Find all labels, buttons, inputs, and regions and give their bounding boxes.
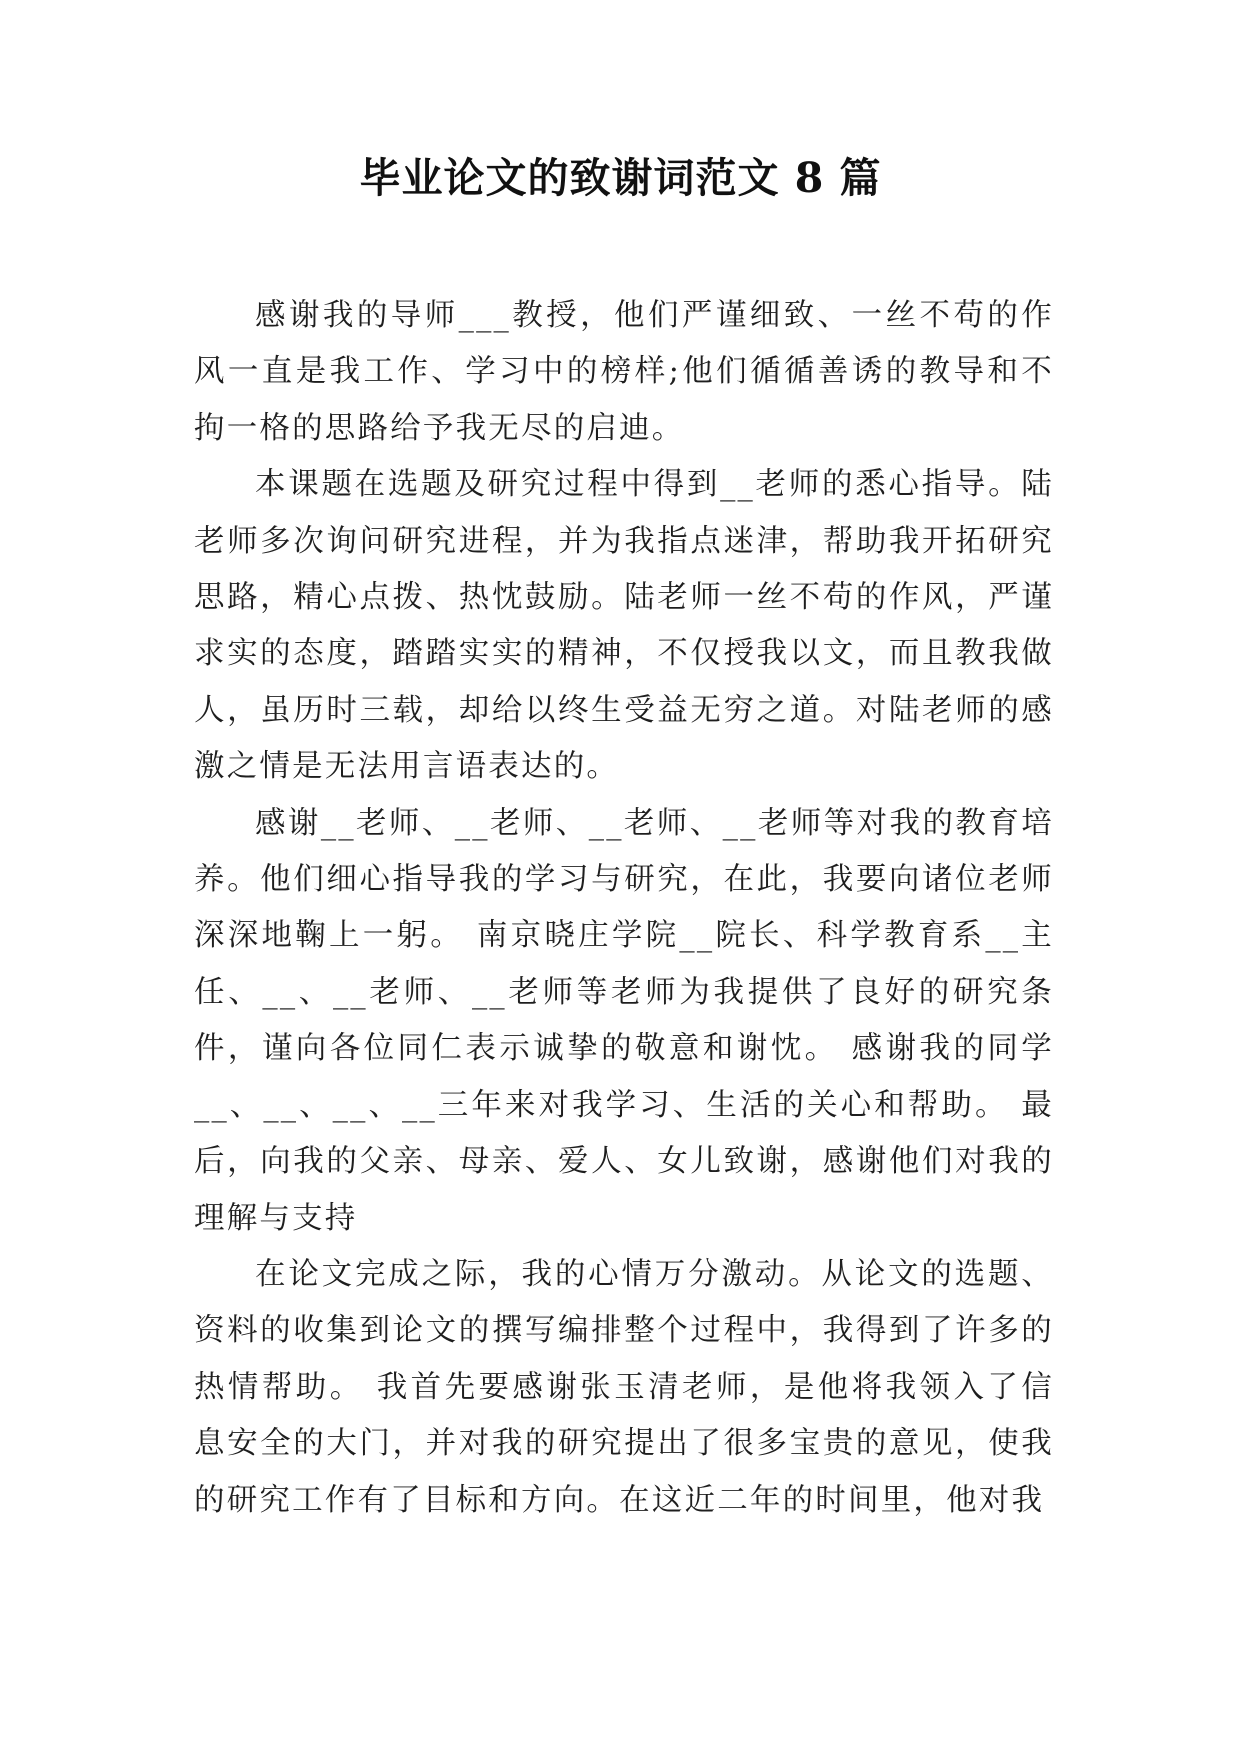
document-body [194, 288, 1054, 1585]
paragraph-teachers-thanks: 感谢__老师、__老师、__老师、__老师等对我的教育培养。他们细心指导我的学习与研究，在此，我要向诸位老师深深地鞠上一躬。 南京晓庄学院__院长、科学教育系__主任、__、__老师、__老师等老师为我提供了良好的研究条件，谨向各位同仁表示诚挚的敬意和谢忱。 感谢我的同学__、__、__、__三年来对我学习、生活的关心和帮助。 最后，向我的父亲、母亲、爱人、女儿致谢，感谢他们对我的理解与支持 [194, 805, 1054, 1236]
paragraph-research-guidance: 本课题在选题及研究过程中得到__老师的悉心指导。陆老师多次询问研究进程，并为我指点迷津，帮助我开拓研究思路，精心点拨、热忱鼓励。陆老师一丝不苟的作风，严谨求实的态度，踏踏实实的精神，不仅授我以文，而且教我做人，虽历时三载，却给以终生受益无穷之道。对陆老师的感激之情是无法用言语表达的。 [194, 467, 1054, 785]
paragraph-thesis-completion: 在论文完成之际，我的心情万分激动。从论文的选题、资料的收集到论文的撰写编排整个过程中，我得到了许多的热情帮助。 我首先要感谢张玉清老师，是他将我领入了信息安全的大门，并对我的研究提出了很多宝贵的意见，使我的研究工作有了目标和方向。在这近二年的时间里，他对我 [194, 1256, 1054, 1518]
document-title: 毕业论文的致谢词范文 8 篇 [359, 154, 882, 202]
paragraph-advisor-thanks: 感谢我的导师___教授，他们严谨细致、一丝不苟的作风一直是我工作、学习中的榜样;他们循循善诱的教导和不拘一格的思路给予我无尽的启迪。 [194, 298, 1054, 446]
